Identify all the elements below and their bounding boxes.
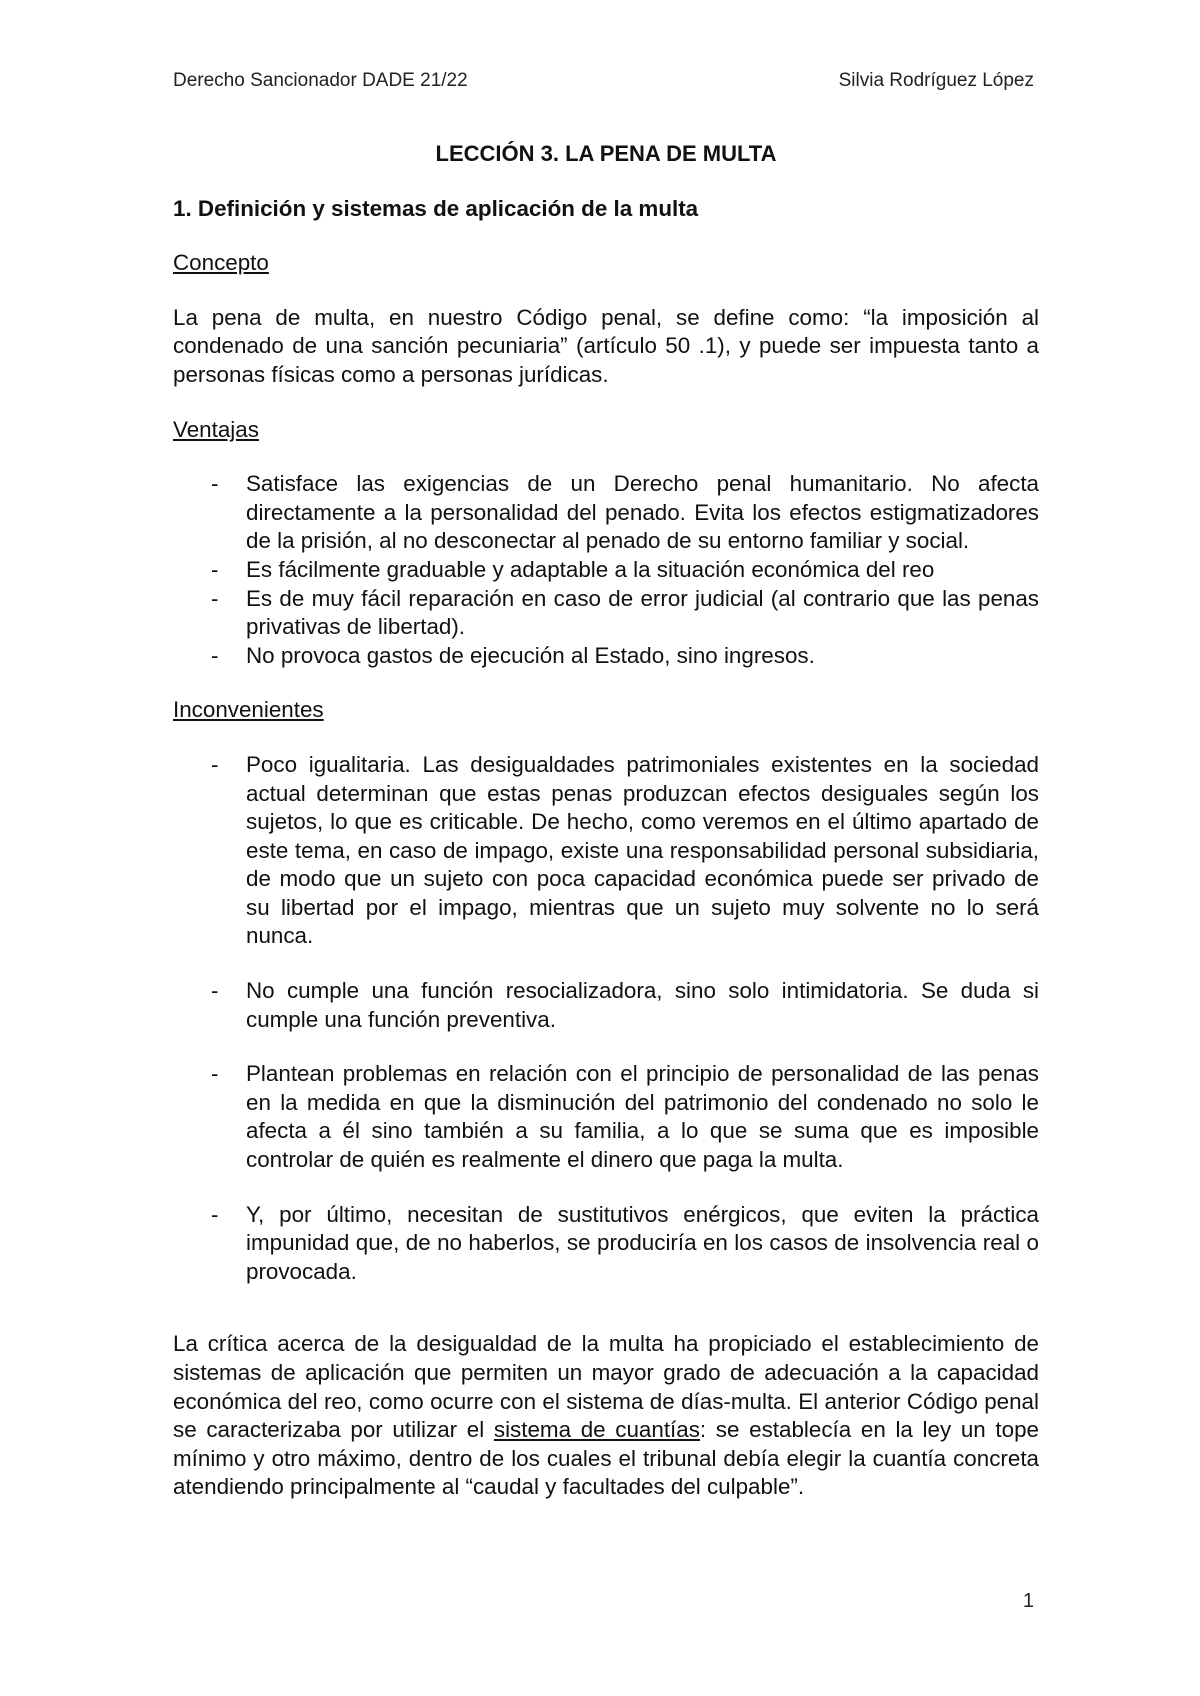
subheading-ventajas: Ventajas (173, 416, 259, 442)
list-item: - No provoca gastos de ejecución al Estado, sino ingresos. (173, 642, 1039, 671)
list-item: - Poco igualitaria. Las desigualdades patrimoniales existentes en la sociedad actual determinan que estas penas produzcan efectos desiguales según los sujetos, lo que es criticable. De hecho, como veremos en el último apartado de este tema, en caso de impago, existe una responsabilidad personal subsidiaria, de modo que un sujeto con poca capacidad económica puede ser privado de su libertad por el impago, mientras que un sujeto muy solvente no lo será nunca. (173, 751, 1039, 951)
page-header (173, 70, 1034, 92)
subheading-inconvenientes: Inconvenientes (173, 697, 324, 723)
underlined-term: sistema de cuantías (493, 1417, 700, 1443)
page-content (173, 140, 1039, 1528)
final-paragraph-start: La crítica acerca de la desigualdad de la multa ha propiciado el establecimiento de sistemas de aplicación que permiten un mayor grado de adecuación a la capacidad económica del reo, como ocurre con el sistema de días-multa. El anterior Código penal se caracterizaba por utilizar el (173, 1331, 1039, 1443)
list-item: - Es fácilmente graduable y adaptable a la situación económica del reo (173, 556, 1039, 585)
header-author: Silvia Rodríguez López (838, 70, 1034, 91)
ventajas-list (173, 470, 1039, 670)
lesson-title: LECCIÓN 3. LA PENA DE MULTA (435, 141, 777, 166)
section-heading: 1. Definición y sistemas de aplicación de la multa (173, 195, 699, 221)
final-paragraph-end: : se establecía en la ley un tope mínimo y otro máximo, dentro de los cuales el tribunal debía elegir la cuantía concreta atendiendo principalmente al “caudal y facultades del culpable”. (173, 1417, 1039, 1500)
list-item: - Satisface las exigencias de un Derecho penal humanitario. No afecta directamente a la personalidad del penado. Evita los efectos estigmatizadores de la prisión, al no desconectar al penado de su entorno familiar y social. (173, 470, 1039, 556)
list-item: - Y, por último, necesitan de sustitutivos enérgicos, que eviten la práctica impunidad que, de no haberlos, se produciría en los casos de insolvencia real o provocada. (173, 1201, 1039, 1287)
inconvenientes-list (173, 751, 1039, 1287)
concepto-paragraph: La pena de multa, en nuestro Código penal, se define como: “la imposición al condenado de una sanción pecuniaria” (artículo 50 .1), y puede ser impuesta tanto a personas físicas como a personas jurídicas. (173, 304, 1039, 387)
subheading-concepto: Concepto (173, 250, 269, 276)
list-item: - No cumple una función resocializadora, sino solo intimidatoria. Se duda si cumple una función preventiva. (173, 977, 1039, 1034)
final-paragraph (173, 1330, 1039, 1502)
header-course: Derecho Sancionador DADE 21/22 (173, 70, 468, 91)
list-item: - Es de muy fácil reparación en caso de error judicial (al contrario que las penas privativas de libertad). (173, 585, 1039, 642)
list-item: - Plantean problemas en relación con el principio de personalidad de las penas en la medida en que la disminución del patrimonio del condenado no solo le afecta a él sino también a su familia, a lo que se suma que es imposible controlar de quién es realmente el dinero que paga la multa. (173, 1060, 1039, 1174)
page-number: 1 (1022, 1590, 1034, 1612)
